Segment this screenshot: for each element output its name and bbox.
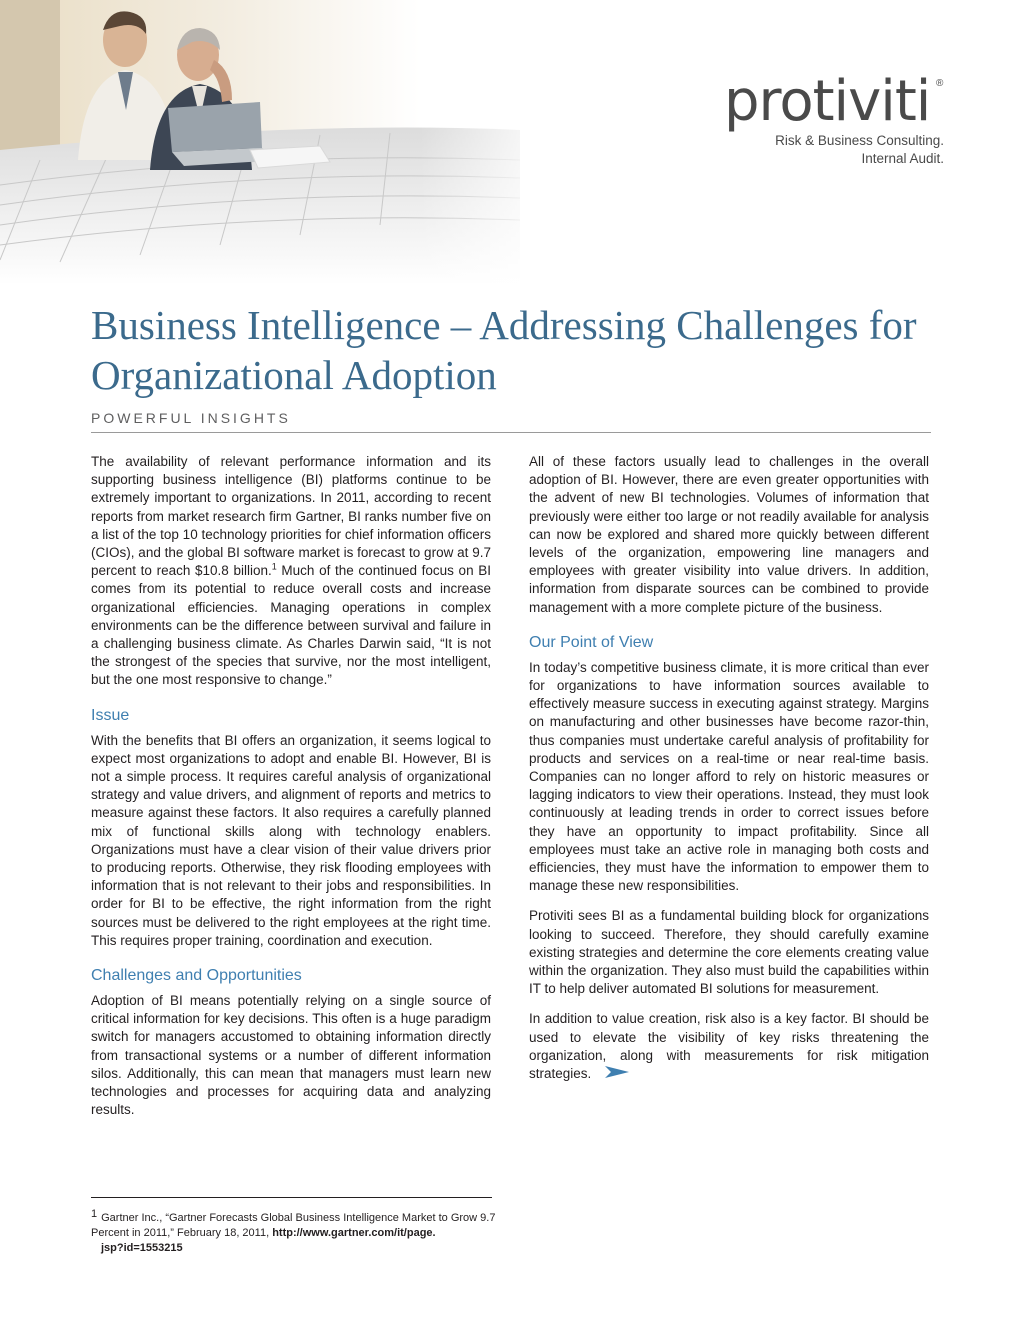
left-column bbox=[91, 453, 491, 1120]
intro-text-2: Much of the continued focus on BI comes from its potential to reduce overall costs and increase organizational efficiencies. Managing operations in complex environments can be the difference between survival and failure in a challenging business climate. As Charles Darwin said, “It is not the strongest of the species that survive, nor the most intelligent, but the one most responsive to change.” bbox=[91, 563, 491, 688]
pov-paragraph-3 bbox=[529, 1010, 929, 1083]
issue-paragraph: With the benefits that BI offers an organization, it seems logical to expect most organizations to adopt and enable BI. However, BI is not a simple process. It requires careful analysis of organizational strategy and value drivers, and alignment of reports and metrics to measure against these factors. It also requires a carefully planned mix of functional skills along with technology enablers. Organizations must have a clear vision of their value drivers prior to producing reports. Otherwise, they risk flooding employees with information that is not relevant to their jobs and responsibilities. In order for BI to be effective, the right information from the right sources must be delivered to the right employees at the right time. This requires proper training, coordination and execution. bbox=[91, 732, 491, 948]
pov-paragraph-1: In today’s competitive business climate, it is more critical than ever for organizations to have information sources available to effectively measure success in executing against strategy. Margins on manufacturing and other businesses have become razor-thin, thus companies must undertake careful analysis of profitability for products and services on a real-time or near real-time basis. Companies can no longer afford to rely on historic measures or lagging indicators to view their operations. Instead, they must look continuously at leading trends in order to correct issues before they have an opportunity to impact profitability. Since all employees must take an active role in managing both costs and efficiencies, they must have the information to empower them to manage these new responsibilities. bbox=[529, 659, 929, 894]
logo-wordmark: protiviti bbox=[724, 69, 931, 134]
challenges-paragraph: Adoption of BI means potentially relying on a single source of critical information for key decisions. This often is a huge paradigm switch for managers accustomed to obtaining information directly from transactional systems or a number of different information silos. Additionally, this can mean that managers must learn new technologies and processes for acquiring data and analyzing results. bbox=[91, 993, 491, 1118]
footnote-ref: 1 bbox=[271, 561, 277, 572]
registered-mark: ® bbox=[936, 78, 944, 89]
footnote-link[interactable]: http://www.gartner.com/it/page. bbox=[272, 1227, 436, 1239]
intro-paragraph bbox=[91, 453, 491, 690]
title-divider bbox=[91, 432, 931, 433]
logo-tagline bbox=[775, 132, 944, 168]
footnote-divider bbox=[91, 1197, 492, 1198]
pov-text-3: In addition to value creation, risk also is a key factor. BI should be used to elevate the visibility of key risks threatening the organization, along with measurements for risk mitigation strategies. bbox=[529, 1011, 929, 1082]
continue-arrow-icon bbox=[605, 1065, 629, 1083]
footnote-link-continued[interactable]: jsp?id=1553215 bbox=[101, 1242, 183, 1254]
point-of-view-heading: Our Point of View bbox=[529, 633, 654, 651]
logo-tagline-line-1: Risk & Business Consulting. bbox=[775, 133, 944, 148]
pov-paragraph-2: Protiviti sees BI as a fundamental building block for organizations looking to succeed. Therefore, they should carefully examine existing strategies and determine the core elements creating value within the organization. They also must build the capabilities within IT to help deliver automated BI solutions for measurement. bbox=[529, 908, 929, 997]
footnote bbox=[91, 1207, 501, 1256]
footnote-number: 1 bbox=[91, 1208, 98, 1220]
intro-text-1: The availability of relevant performance information and its supporting business intelligence (BI) platforms continue to be extremely important to organizations. In 2011, according to recent reports from market research firm Gartner, BI ranks number five on a list of the top 10 technology priorities for chief information officers (CIOs), and the global BI software market is forecast to grow at 9.7 percent to reach $10.8 billion. bbox=[91, 454, 491, 579]
factors-paragraph: All of these factors usually lead to challenges in the overall adoption of BI. However, there are even greater opportunities with the advent of new BI technologies. Volumes of information that previously were either too large or not readily available for analysis can now be explored and shared more quickly between different levels of the organization, empowering line managers and employees with greater visibility into value drivers. In addition, information from disparate sources can be combined to provide management with a more complete picture of the business. bbox=[529, 454, 929, 615]
footnote-text: Gartner Inc., “Gartner Forecasts Global Business Intelligence Market to Grow 9.7 Percent in 2011,” February 18, 2011, bbox=[91, 1212, 496, 1239]
right-column bbox=[529, 453, 929, 1084]
document-subtitle: POWERFUL INSIGHTS bbox=[91, 410, 291, 426]
issue-heading: Issue bbox=[91, 706, 130, 724]
protiviti-logo bbox=[724, 69, 954, 182]
challenges-heading: Challenges and Opportunities bbox=[91, 967, 302, 985]
logo-tagline-line-2: Internal Audit. bbox=[861, 151, 944, 166]
title-line-2: Organizational Adoption bbox=[91, 352, 497, 398]
title-line-1: Business Intelligence – Addressing Challenges for bbox=[91, 302, 917, 348]
document-title bbox=[91, 300, 951, 400]
